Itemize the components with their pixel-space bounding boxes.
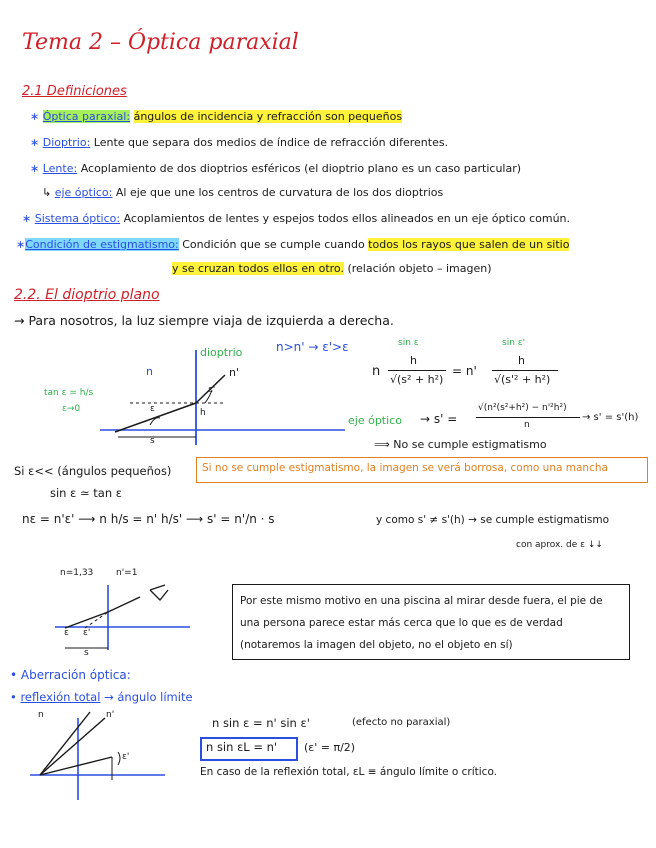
label-epsp-2: ε' xyxy=(83,628,91,638)
frac1-num: h xyxy=(410,354,417,367)
snell-line: n sin ε = n' sin ε' xyxy=(212,716,310,730)
label-np: n' xyxy=(229,366,239,379)
sinEp-label: sin ε' xyxy=(502,338,526,348)
ray-3a xyxy=(40,712,90,775)
def-sistema-optico-text: Acoplamientos de lentes y espejos todos ellos alineados en un eje óptico común. xyxy=(123,212,571,225)
def-optica-paraxial: ∗ Óptica paraxial: ángulos de incidencia y refracción son pequeños xyxy=(30,110,403,123)
incident-ray xyxy=(115,403,196,432)
sp-den: n xyxy=(524,420,530,430)
frac1-bar xyxy=(388,370,446,371)
limit-angle-eq: n sin εL = n' xyxy=(206,740,278,754)
label-eps-2: ε xyxy=(64,628,69,638)
def-estigmatismo-line2-highlight: y se cruzan todos ellos en otro. xyxy=(172,262,344,275)
eye-icon xyxy=(150,585,168,600)
label-np-3: n' xyxy=(106,710,115,720)
def-eje-optico-text: Al eje que une los centros de curvatura de los dos dioptrios xyxy=(115,186,444,199)
def-lente: ∗ Lente: Acoplamiento de dos dioptrios esféricos (el dioptrio plano es un caso particular) xyxy=(30,162,522,175)
intro-line: → Para nosotros, la luz siempre viaja de izquierda a derecha. xyxy=(14,313,394,328)
small-angles-si: Si ε<< (ángulos pequeños) xyxy=(14,464,172,478)
reflexion-line: • reflexión total → ángulo límite xyxy=(10,690,193,704)
angle-3-arc xyxy=(118,752,120,765)
cond-n-gt-np: n>n' → ε'>ε xyxy=(276,340,349,354)
sinE-label: sin ε xyxy=(398,338,419,348)
eq-n: n xyxy=(372,364,381,379)
label-n-133: n=1,33 xyxy=(60,568,94,578)
paraxial-eq: nε = n'ε' ⟶ n h/s = n' h/s' ⟶ s' = n'/n · s xyxy=(22,512,275,526)
no-estigmatismo: ⟹ No se cumple estigmatismo xyxy=(374,438,547,451)
label-n-1: n'=1 xyxy=(116,568,138,578)
label-h: h xyxy=(200,408,206,418)
ray-2-out xyxy=(108,597,140,612)
frac1-den: √(s² + h²) xyxy=(390,373,444,386)
eje-optico-label: eje óptico xyxy=(348,414,402,427)
term-reflexion-total: reflexión total xyxy=(20,690,101,704)
limit-angle-note: (ε' = π/2) xyxy=(304,741,356,754)
label-eps0: ε→0 xyxy=(62,404,81,414)
term-eje-optico: eje óptico: xyxy=(54,186,113,199)
term-dioptrio: Dioptrio: xyxy=(42,136,91,149)
reflexion-tail: → ángulo límite xyxy=(104,690,193,704)
frac2-bar xyxy=(492,370,558,371)
label-s-2: s xyxy=(84,648,89,658)
term-estigmatismo: Condición de estigmatismo: xyxy=(25,238,179,251)
diagram-dioptrio-plano xyxy=(100,350,345,445)
def-estigmatismo-highlight: todos los rayos que salen de un sitio xyxy=(368,238,570,251)
eq-np: = n' xyxy=(452,364,477,378)
def-estigmatismo-text: Condición que se cumple cuando xyxy=(182,238,365,251)
frac2-num: h xyxy=(518,354,525,367)
label-epsp-3: ε' xyxy=(122,752,130,762)
sp-eq: → s' = xyxy=(420,412,458,426)
blur-note: Si no se cumple estigmatismo, la imagen se verá borrosa, como una mancha xyxy=(202,462,608,474)
aprox-note: con aprox. de ε ↓↓ xyxy=(516,540,603,550)
label-dioptrio: dioptrio xyxy=(200,346,243,359)
label-eps: ε xyxy=(150,404,155,414)
snell-note: (efecto no paraxial) xyxy=(352,717,451,728)
label-epsp: ε' xyxy=(208,385,216,395)
label-n-3: n xyxy=(38,710,44,720)
limit-angle-final: En caso de la reflexión total, εL ≡ ángulo límite o crítico. xyxy=(200,766,498,778)
diagram-reflexion-total xyxy=(30,712,165,800)
sp-res: → s' = s'(h) xyxy=(582,412,639,423)
sp-bar xyxy=(476,417,580,418)
term-sistema-optico: Sistema óptico: xyxy=(34,212,121,225)
term-lente: Lente: xyxy=(42,162,78,175)
def-estigmatismo-line2-tail: (relación objeto – imagen) xyxy=(347,262,492,275)
ray-2-in xyxy=(65,612,108,628)
aberracion-heading: • Aberración óptica: xyxy=(10,668,131,682)
sp-num: √(n²(s²+h²) − n'²h²) xyxy=(478,403,567,413)
pool-note: Por este mismo motivo en una piscina al mirar desde fuera, el pie de una persona parece estar más cerca que lo que es de verdad (notaremos la imagen del objeto, no el objeto en sí) xyxy=(240,595,603,651)
term-optica-paraxial: Óptica paraxial: xyxy=(42,110,131,123)
def-estigmatismo: ∗Condición de estigmatismo: Condición que se cumple cuando todos los rayos que salen de un sitio xyxy=(16,238,570,251)
label-n: n xyxy=(146,365,153,378)
page-title: Tema 2 – Óptica paraxial xyxy=(22,30,299,55)
label-tan: tan ε = h/s xyxy=(44,388,94,398)
diagram-piscina xyxy=(55,585,190,650)
def-sistema-optico: ∗ Sistema óptico: Acoplamientos de lentes y espejos todos ellos alineados en un eje óptico común. xyxy=(22,212,571,225)
def-optica-paraxial-text: ángulos de incidencia y refracción son pequeños xyxy=(133,110,403,123)
def-eje-optico: ↳ eje óptico: Al eje que une los centros de curvatura de los dos dioptrios xyxy=(42,186,444,199)
frac2-den: √(s'² + h²) xyxy=(494,373,551,386)
label-s: s xyxy=(150,436,155,446)
y-como: y como s' ≠ s'(h) → se cumple estigmatismo xyxy=(376,514,609,526)
small-angles-approx: sin ε ≃ tan ε xyxy=(50,486,123,500)
section-2-1-heading: 2.1 Definiciones xyxy=(22,84,127,99)
def-lente-text: Acoplamiento de dos dioptrios esféricos (el dioptrio plano es un caso particular) xyxy=(80,162,522,175)
def-dioptrio-text: Lente que separa dos medios de índice de refracción diferentes. xyxy=(93,136,449,149)
def-dioptrio: ∗ Dioptrio: Lente que separa dos medios de índice de refracción diferentes. xyxy=(30,136,449,149)
section-2-2-heading: 2.2. El dioptrio plano xyxy=(14,287,160,303)
